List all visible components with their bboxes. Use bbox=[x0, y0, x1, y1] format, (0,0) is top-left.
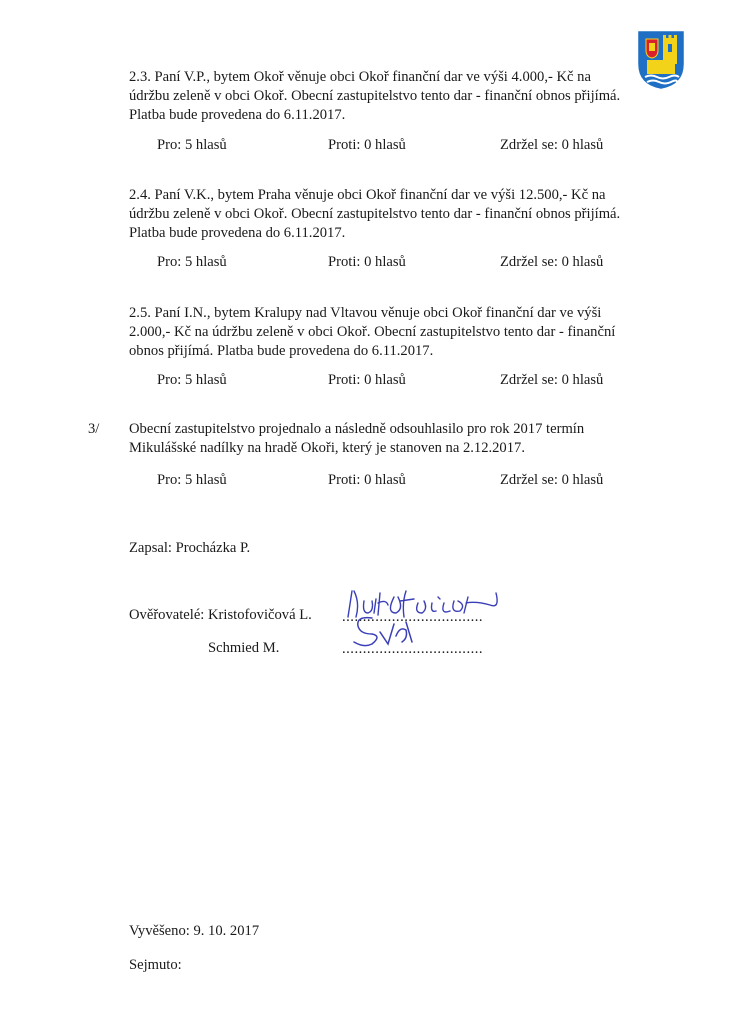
vote-proti: Proti: 0 hlasů bbox=[328, 254, 406, 270]
text-line: údržbu zeleně v obci Okoř. Obecní zastupitelstvo tento dar - finanční obnos přijímá. bbox=[129, 88, 621, 104]
text-line: Platba bude provedena do 6.11.2017. bbox=[129, 107, 346, 123]
removed-date: Sejmuto: bbox=[129, 957, 182, 973]
resolution-2-5-text bbox=[129, 304, 629, 361]
text-line: Platba bude provedena do 6.11.2017. bbox=[129, 225, 346, 241]
text-line: 2.000,- Kč na údržbu zeleně v obci Okoř. Obecní zastupitelstvo tento dar - finanční bbox=[129, 324, 616, 340]
text-line: 2.4. Paní V.K., bytem Praha věnuje obci Okoř finanční dar ve výši 12.500,- Kč na bbox=[129, 187, 606, 203]
vote-pro: Pro: 5 hlasů bbox=[157, 137, 227, 153]
vote-pro: Pro: 5 hlasů bbox=[157, 254, 227, 270]
text-line: 2.3. Paní V.P., bytem Okoř věnuje obci Okoř finanční dar ve výši 4.000,- Kč na bbox=[129, 69, 591, 85]
text-line: údržbu zeleně v obci Okoř. Obecní zastupitelstvo tento dar - finanční obnos přijímá. bbox=[129, 206, 621, 222]
vote-proti: Proti: 0 hlasů bbox=[328, 472, 406, 488]
text-line: 2.5. Paní I.N., bytem Kralupy nad Vltavou věnuje obci Okoř finanční dar ve výši bbox=[129, 305, 602, 321]
vote-zdrzel: Zdržel se: 0 hlasů bbox=[500, 137, 604, 153]
signature-line-2: .................................. bbox=[342, 641, 484, 657]
vote-row-2-3 bbox=[0, 136, 729, 155]
text-line: Mikulášské nadílky na hradě Okoři, který je stanoven na 2.12.2017. bbox=[129, 440, 525, 456]
resolution-3-number: 3/ bbox=[88, 421, 100, 437]
vote-proti: Proti: 0 hlasů bbox=[328, 137, 406, 153]
vote-pro: Pro: 5 hlasů bbox=[157, 372, 227, 388]
vote-row-2-4 bbox=[0, 253, 729, 272]
resolution-2-3-text bbox=[129, 68, 629, 125]
verifier-second: Schmied M. bbox=[208, 640, 280, 656]
signature-line-1: .................................. bbox=[342, 609, 484, 625]
verifiers-label: Ověřovatelé: Kristofovičová L. bbox=[129, 607, 312, 623]
vote-zdrzel: Zdržel se: 0 hlasů bbox=[500, 372, 604, 388]
posted-date: Vyvěšeno: 9. 10. 2017 bbox=[129, 923, 260, 939]
vote-proti: Proti: 0 hlasů bbox=[328, 372, 406, 388]
text-line: obnos přijímá. Platba bude provedena do 6.11.2017. bbox=[129, 343, 434, 359]
vote-zdrzel: Zdržel se: 0 hlasů bbox=[500, 254, 604, 270]
resolution-2-4-text bbox=[129, 186, 629, 243]
vote-row-2-5 bbox=[0, 371, 729, 390]
text-line: Obecní zastupitelstvo projednalo a následně odsouhlasilo pro rok 2017 termín bbox=[129, 421, 585, 437]
signature-2 bbox=[350, 612, 430, 650]
municipal-coat-of-arms-icon bbox=[637, 30, 685, 90]
resolution-3-text bbox=[129, 420, 629, 458]
vote-row-3 bbox=[0, 471, 729, 490]
vote-zdrzel: Zdržel se: 0 hlasů bbox=[500, 472, 604, 488]
vote-pro: Pro: 5 hlasů bbox=[157, 472, 227, 488]
recorded-by: Zapsal: Procházka P. bbox=[129, 540, 251, 556]
